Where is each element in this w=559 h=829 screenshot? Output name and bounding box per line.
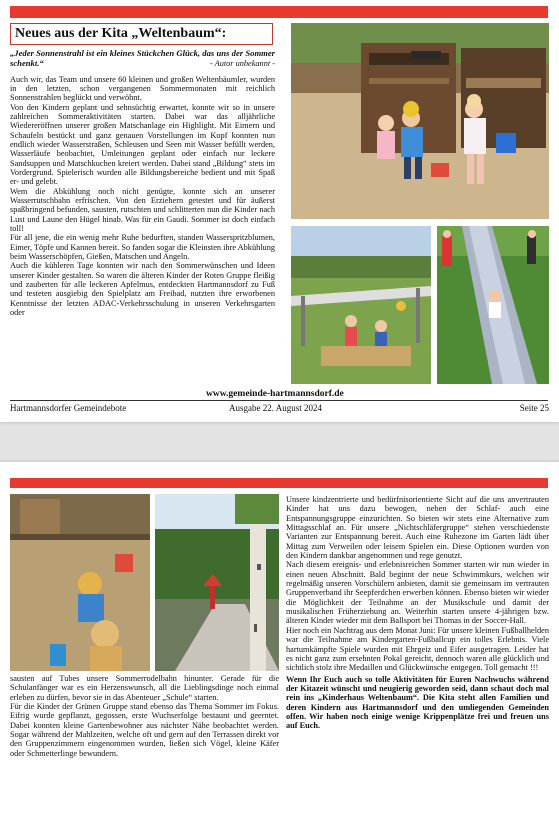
header-accent-bar	[10, 478, 548, 488]
paragraph: Für die Kinder der Grünen Gruppe stand ebenso das Thema Sommer im Fokus. Eifrig wurde gepflanzt, gegossen, erste Wuchserfolge bestaunt und geerntet. Dabei konnten kleine Gartenbewohner aus nächster Nähe beobachtet werden. Sogar während der Mahlzeiten, welche oft und gern auf den Terrassen direkt vor den Gruppenzimmern eingenommen wurden, ließen sich Vögel, kleine Käfer oder Schmetterlinge bewundern.	[10, 702, 279, 758]
page-26	[0, 462, 559, 829]
paragraph: Auch die kühleren Tage konnten wir nach den Sommerwünschen und Ideen unserer Kinder gestalten. So waren die älteren Kinder der Roten Gruppe fleißig und zauberten für alle leckeren Apfelmus, entdeckten Hartmannsdorf zu Fuß und testeten ausgiebig den Spielplatz am Freibad, nutzten ihre erworbenen Kenntnisse der letzten ADAC-Verkehrsschulung in unseren Verkehrsgarten oder	[10, 261, 275, 318]
quote-author: - Autor unbekannt -	[209, 59, 275, 69]
article-column-left	[10, 674, 279, 758]
paragraph: sausten auf Tubes unsere Sommerrodelbahn hinunter. Gerade für die Schulanfänger war es ein Herzenswunsch, all die Lieblingsdinge noch einmal erleben zu dürfen, bevor sie in das Abenteuer „Schule“ starten.	[10, 674, 279, 702]
photo-garden-tree	[155, 494, 279, 671]
paragraph: Unsere kindzentrierte und bedürfnisorientierte Sicht auf die uns anvertrauten Kinder hat uns dazu bewogen, neben der Schlaf- auch eine Entspannungsgruppe einzurichten. So bieten wir stets eine Alternative zum Mittagsschlaf an. Für unsere „Nichtschläfergruppe“ stehen verschiedenste Varianten zur Entspannung bereit. Auch eine Ruhezone im Garten lädt über Mittag zum Verweilen oder leisem Spielen ein. Diese Optionen wurden von den Kindern dankbar angenommen und rege genutzt.	[286, 495, 549, 561]
footer-divider	[10, 400, 548, 401]
photo-shade-play	[291, 226, 431, 384]
footer-page-number: Seite 25	[519, 403, 549, 413]
footer-publication: Hartmannsdorfer Gemeindebote	[10, 403, 127, 413]
header-accent-bar	[10, 6, 548, 18]
website-url: www.gemeinde-hartmannsdorf.de	[206, 389, 344, 399]
photo-mud-kitchen	[291, 23, 549, 219]
article-title: Neues aus der Kita „Weltenbaum“:	[10, 23, 273, 45]
footer-issue: Ausgabe 22. August 2024	[229, 403, 322, 413]
photo-water-slide	[437, 226, 549, 384]
article-quote: „Jeder Sonnenstrahl ist ein kleines Stückchen Glück, das uns der Sommer schenkt.“	[10, 48, 275, 68]
article-column-left	[10, 49, 275, 317]
closing-paragraph: Wenn Ihr Euch auch so tolle Aktivitäten für Euren Nachwuchs während der Kitazeit wünscht und neugierig geworden seid, dann schaut doch mal rein ins „Kinderhaus Weltenbaum“. Die Kita steht allen Familien und deren Kindern aus Hartmannsdorf und den umliegenden Gemeinden offen. Wir haben noch einige wenige Krippenplätze frei und freuen uns auf Euch.	[286, 674, 549, 731]
article-column-right	[286, 495, 549, 731]
paragraph: Auch wir, das Team und unsere 60 kleinen und großen Weltenbäumler, wurden in den letzten, schon vergangenen Sommermonaten mit reichlich Sonnenstrahlen beglückt und verwöhnt.	[10, 74, 275, 103]
paragraph: Hier noch ein Nachtrag aus dem Monat Juni: Für unsere kleinen Fußballhelden war die Teilnahme am Kindergarten-Fußballcup ein tolles Erlebnis. Viele hartumkämpfte Spiele wurden mit Ehrgeiz und Eifer ausgetragen. Leider hat es nicht ganz zum ersehnten Pokal gereicht, dennoch waren alle glücklich und sichtlich stolz ihre Medaillen und Glückwünsche entgegen. Toll gemacht !!!	[286, 625, 549, 673]
paragraph: Nach diesem ereignis- und erlebnisreichen Sommer starten wir nun wieder in einen neuen Abschnitt. Bald beginnt der neue Schwimmkurs, welchen wir regelmäßig unseren Vorschülern anbieten, damit sie gemeinsam im vertrauten Gruppenverband ihr Seepferdchen erwerben können. Ebenso bieten wir wieder die Möglichkeit der Teilnahme an der Musikschule und damit der musikalischen Früherziehung an. Weiterhin starten unsere 4-jährigen bzw. älteren Kinder wieder mit dem Ballsport bei Thomas in der Soccer-Hall.	[286, 560, 549, 626]
paragraph: Von den Kindern geplant und sehnsüchtig erwartet, konnte wir so in unsere zahlreichen Sommeraktivitäten starten. Dabei war das alljährliche Wiedereröffnen unserer großen Matschanlage ein Highlight. Mit Eimern und Schaufeln bestückt und ganz genauen Vorstellungen im Kopf konnten nun endlich wieder Wasserstraßen, Schleusen und Seen mit Wasser befüllt werden, Wasserläufe beobachtet, Umleitungen geplant oder einfach nur leckere Sandsuppen und Matschkuchen kreiert werden. Dabei stand „Bildung“ stets im Vordergrund. Spielerisch wurden alle Bildungsbereiche bedient und mit Spaß er- und gelebt.	[10, 102, 275, 187]
paragraph: Für all jene, die ein wenig mehr Ruhe bedurften, standen Wasserspritzblumen, Eimer, Töpfe und Kannen bereit. So fanden sogar die Kleinsten ihre Abkühlung beim Wasserschöpfen, Gießen, Matschen und Angeln.	[10, 233, 275, 262]
paragraph: Wem die Abkühlung noch nicht genügte, konnte sich an unserer Wasserrutschbahn erfrischen. Von den Erziehern getestet und für äußerst spaßbringend befunden, sausten, rutschten und schlitterten nun die Kinder nach Lust und Laune den Hügel hinab. Was für ein Gaudi. Sommer ist doch einfach toll!	[10, 186, 275, 234]
photo-sandbox	[10, 494, 150, 671]
